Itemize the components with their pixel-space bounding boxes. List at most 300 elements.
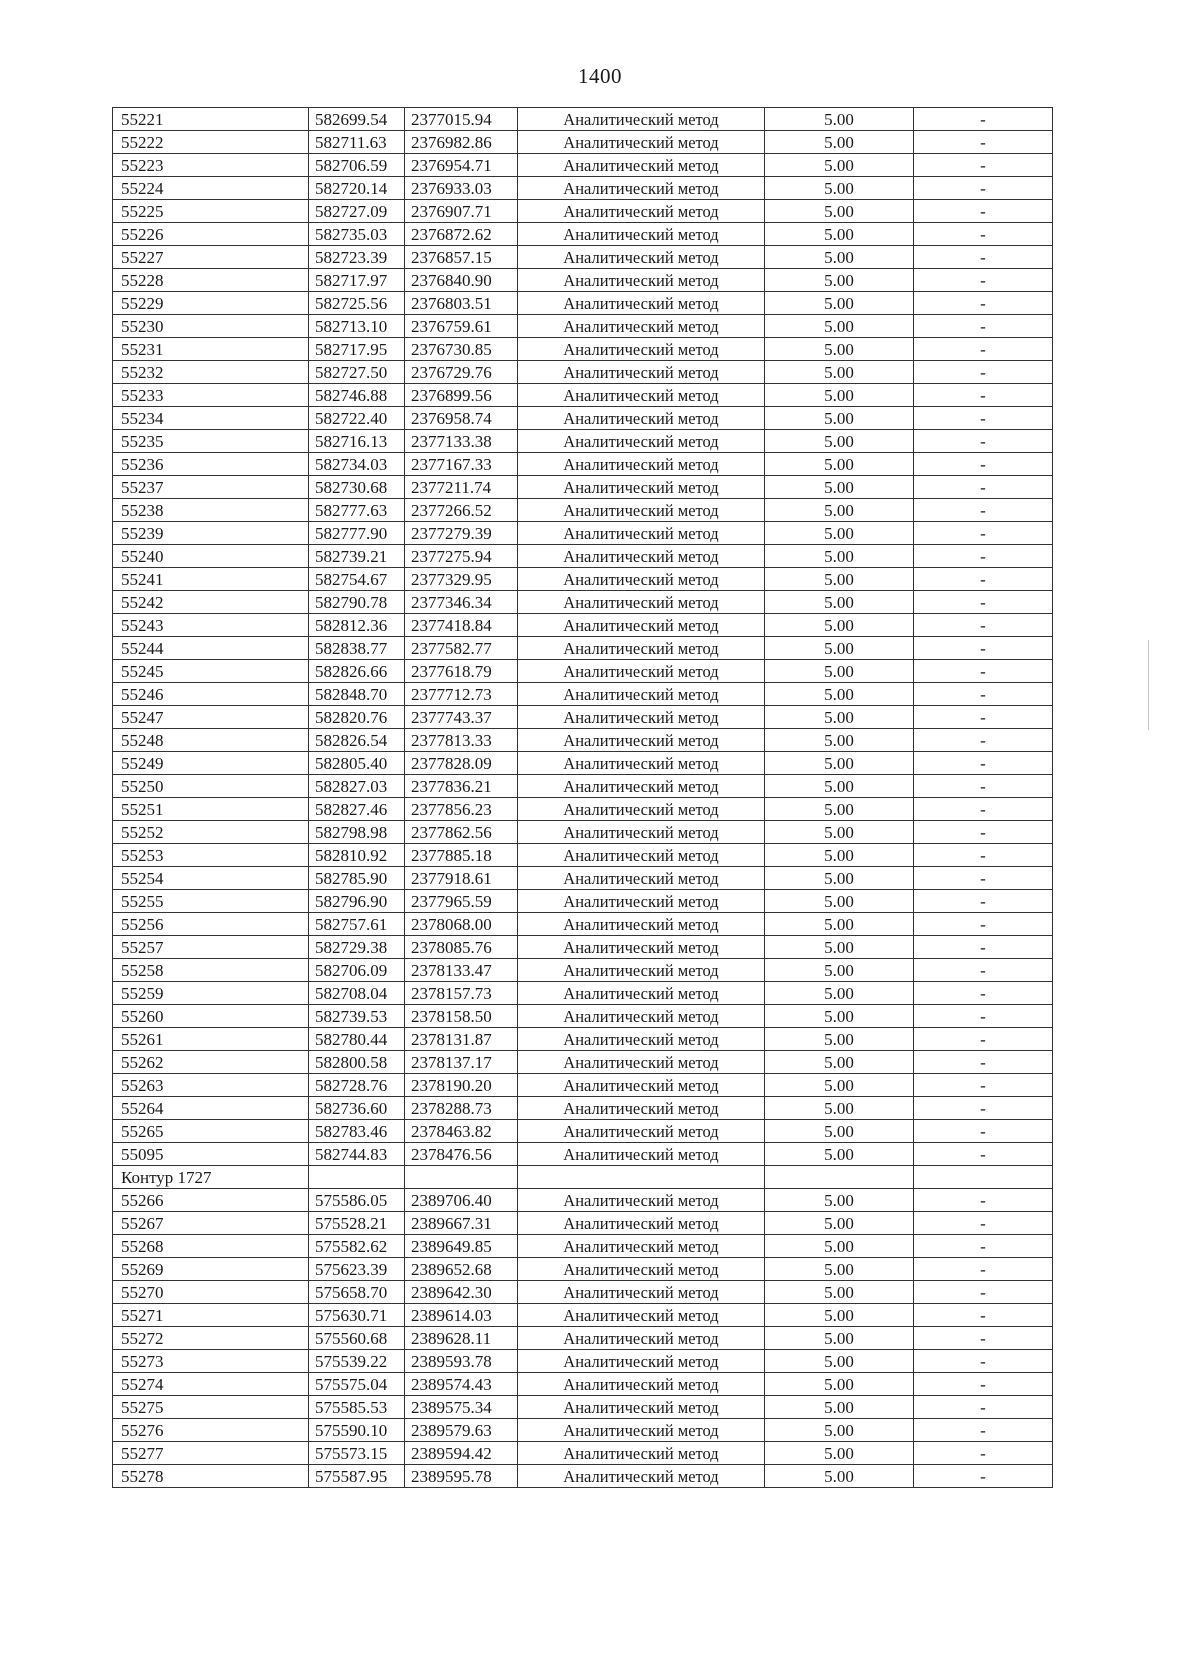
table-row bbox=[113, 1350, 1053, 1373]
note-cell: - bbox=[914, 867, 1053, 890]
point-number-cell: 55231 bbox=[113, 338, 309, 361]
table-row bbox=[113, 545, 1053, 568]
x-coordinate-cell: 582812.36 bbox=[309, 614, 405, 637]
y-coordinate-cell: 2389593.78 bbox=[405, 1350, 518, 1373]
note-cell: - bbox=[914, 798, 1053, 821]
note-cell: - bbox=[914, 384, 1053, 407]
point-number-cell: 55222 bbox=[113, 131, 309, 154]
accuracy-cell: 5.00 bbox=[765, 315, 914, 338]
x-coordinate-cell: 575560.68 bbox=[309, 1327, 405, 1350]
note-cell: - bbox=[914, 637, 1053, 660]
method-cell: Аналитический метод bbox=[518, 1097, 765, 1120]
point-number-cell: 55228 bbox=[113, 269, 309, 292]
method-cell: Аналитический метод bbox=[518, 177, 765, 200]
accuracy-cell: 5.00 bbox=[765, 660, 914, 683]
note-cell: - bbox=[914, 982, 1053, 1005]
point-number-cell: 55270 bbox=[113, 1281, 309, 1304]
table-row bbox=[113, 1120, 1053, 1143]
table-row bbox=[113, 338, 1053, 361]
y-coordinate-cell: 2378476.56 bbox=[405, 1143, 518, 1166]
y-coordinate-cell: 2389642.30 bbox=[405, 1281, 518, 1304]
coordinates-table-body bbox=[113, 108, 1053, 1488]
y-coordinate-cell: 2376982.86 bbox=[405, 131, 518, 154]
point-number-cell: 55248 bbox=[113, 729, 309, 752]
note-cell: - bbox=[914, 1120, 1053, 1143]
y-coordinate-cell: 2376954.71 bbox=[405, 154, 518, 177]
method-cell: Аналитический метод bbox=[518, 844, 765, 867]
table-row bbox=[113, 1419, 1053, 1442]
point-number-cell: 55250 bbox=[113, 775, 309, 798]
accuracy-cell: 5.00 bbox=[765, 913, 914, 936]
point-number-cell: 55276 bbox=[113, 1419, 309, 1442]
table-row bbox=[113, 1327, 1053, 1350]
accuracy-cell: 5.00 bbox=[765, 729, 914, 752]
method-cell: Аналитический метод bbox=[518, 614, 765, 637]
x-coordinate-cell: 575590.10 bbox=[309, 1419, 405, 1442]
method-cell: Аналитический метод bbox=[518, 1373, 765, 1396]
table-row bbox=[113, 430, 1053, 453]
x-coordinate-cell: 582827.03 bbox=[309, 775, 405, 798]
y-coordinate-cell: 2377582.77 bbox=[405, 637, 518, 660]
method-cell: Аналитический метод bbox=[518, 1189, 765, 1212]
point-number-cell: 55243 bbox=[113, 614, 309, 637]
note-cell bbox=[914, 1166, 1053, 1189]
accuracy-cell: 5.00 bbox=[765, 752, 914, 775]
accuracy-cell: 5.00 bbox=[765, 1373, 914, 1396]
x-coordinate-cell: 582734.03 bbox=[309, 453, 405, 476]
accuracy-cell: 5.00 bbox=[765, 936, 914, 959]
point-number-cell: 55266 bbox=[113, 1189, 309, 1212]
method-cell: Аналитический метод bbox=[518, 959, 765, 982]
contour-header-row bbox=[113, 1166, 1053, 1189]
y-coordinate-cell: 2389652.68 bbox=[405, 1258, 518, 1281]
method-cell: Аналитический метод bbox=[518, 729, 765, 752]
y-coordinate-cell: 2389594.42 bbox=[405, 1442, 518, 1465]
x-coordinate-cell: 582723.39 bbox=[309, 246, 405, 269]
x-coordinate-cell: 582722.40 bbox=[309, 407, 405, 430]
y-coordinate-cell: 2377828.09 bbox=[405, 752, 518, 775]
method-cell: Аналитический метод bbox=[518, 1212, 765, 1235]
method-cell: Аналитический метод bbox=[518, 108, 765, 131]
method-cell bbox=[518, 1166, 765, 1189]
method-cell: Аналитический метод bbox=[518, 1442, 765, 1465]
accuracy-cell: 5.00 bbox=[765, 982, 914, 1005]
table-row bbox=[113, 729, 1053, 752]
y-coordinate-cell: 2377418.84 bbox=[405, 614, 518, 637]
point-number-cell: 55277 bbox=[113, 1442, 309, 1465]
accuracy-cell: 5.00 bbox=[765, 361, 914, 384]
y-coordinate-cell: 2377279.39 bbox=[405, 522, 518, 545]
method-cell: Аналитический метод bbox=[518, 752, 765, 775]
note-cell: - bbox=[914, 361, 1053, 384]
table-row bbox=[113, 1235, 1053, 1258]
y-coordinate-cell: 2376857.15 bbox=[405, 246, 518, 269]
y-coordinate-cell: 2376958.74 bbox=[405, 407, 518, 430]
point-number-cell: 55240 bbox=[113, 545, 309, 568]
method-cell: Аналитический метод bbox=[518, 591, 765, 614]
x-coordinate-cell: 582820.76 bbox=[309, 706, 405, 729]
method-cell: Аналитический метод bbox=[518, 223, 765, 246]
y-coordinate-cell: 2378068.00 bbox=[405, 913, 518, 936]
table-row bbox=[113, 660, 1053, 683]
point-number-cell: 55257 bbox=[113, 936, 309, 959]
accuracy-cell: 5.00 bbox=[765, 1396, 914, 1419]
method-cell: Аналитический метод bbox=[518, 269, 765, 292]
x-coordinate-cell: 582729.38 bbox=[309, 936, 405, 959]
x-coordinate-cell: 575539.22 bbox=[309, 1350, 405, 1373]
note-cell: - bbox=[914, 545, 1053, 568]
method-cell: Аналитический метод bbox=[518, 154, 765, 177]
table-row bbox=[113, 1074, 1053, 1097]
x-coordinate-cell: 575623.39 bbox=[309, 1258, 405, 1281]
table-row bbox=[113, 1028, 1053, 1051]
point-number-cell: 55251 bbox=[113, 798, 309, 821]
table-row bbox=[113, 752, 1053, 775]
table-row bbox=[113, 1005, 1053, 1028]
accuracy-cell: 5.00 bbox=[765, 614, 914, 637]
method-cell: Аналитический метод bbox=[518, 1396, 765, 1419]
method-cell: Аналитический метод bbox=[518, 568, 765, 591]
table-row bbox=[113, 200, 1053, 223]
note-cell: - bbox=[914, 1258, 1053, 1281]
x-coordinate-cell: 582785.90 bbox=[309, 867, 405, 890]
point-number-cell: 55233 bbox=[113, 384, 309, 407]
note-cell: - bbox=[914, 407, 1053, 430]
accuracy-cell: 5.00 bbox=[765, 223, 914, 246]
x-coordinate-cell: 575630.71 bbox=[309, 1304, 405, 1327]
note-cell: - bbox=[914, 453, 1053, 476]
note-cell: - bbox=[914, 1396, 1053, 1419]
x-coordinate-cell: 582810.92 bbox=[309, 844, 405, 867]
x-coordinate-cell: 575582.62 bbox=[309, 1235, 405, 1258]
table-row bbox=[113, 867, 1053, 890]
y-coordinate-cell: 2376899.56 bbox=[405, 384, 518, 407]
method-cell: Аналитический метод bbox=[518, 476, 765, 499]
x-coordinate-cell: 582699.54 bbox=[309, 108, 405, 131]
note-cell: - bbox=[914, 591, 1053, 614]
method-cell: Аналитический метод bbox=[518, 867, 765, 890]
note-cell: - bbox=[914, 108, 1053, 131]
accuracy-cell: 5.00 bbox=[765, 384, 914, 407]
y-coordinate-cell: 2377167.33 bbox=[405, 453, 518, 476]
point-number-cell: 55249 bbox=[113, 752, 309, 775]
note-cell: - bbox=[914, 1097, 1053, 1120]
accuracy-cell: 5.00 bbox=[765, 683, 914, 706]
x-coordinate-cell: 582706.09 bbox=[309, 959, 405, 982]
method-cell: Аналитический метод bbox=[518, 1074, 765, 1097]
table-row bbox=[113, 131, 1053, 154]
x-coordinate-cell: 575573.15 bbox=[309, 1442, 405, 1465]
note-cell: - bbox=[914, 1350, 1053, 1373]
point-number-cell: 55261 bbox=[113, 1028, 309, 1051]
method-cell: Аналитический метод bbox=[518, 338, 765, 361]
point-number-cell: 55247 bbox=[113, 706, 309, 729]
table-row bbox=[113, 637, 1053, 660]
table-row bbox=[113, 591, 1053, 614]
accuracy-cell: 5.00 bbox=[765, 200, 914, 223]
y-coordinate-cell: 2376803.51 bbox=[405, 292, 518, 315]
accuracy-cell: 5.00 bbox=[765, 1005, 914, 1028]
scan-artifact-line bbox=[1148, 640, 1149, 730]
y-coordinate-cell: 2376872.62 bbox=[405, 223, 518, 246]
table-row bbox=[113, 315, 1053, 338]
point-number-cell: 55256 bbox=[113, 913, 309, 936]
note-cell: - bbox=[914, 476, 1053, 499]
y-coordinate-cell: 2378133.47 bbox=[405, 959, 518, 982]
note-cell: - bbox=[914, 269, 1053, 292]
x-coordinate-cell: 582706.59 bbox=[309, 154, 405, 177]
method-cell: Аналитический метод bbox=[518, 775, 765, 798]
method-cell: Аналитический метод bbox=[518, 798, 765, 821]
y-coordinate-cell: 2377211.74 bbox=[405, 476, 518, 499]
note-cell: - bbox=[914, 614, 1053, 637]
method-cell: Аналитический метод bbox=[518, 821, 765, 844]
note-cell: - bbox=[914, 1189, 1053, 1212]
table-row bbox=[113, 246, 1053, 269]
method-cell: Аналитический метод bbox=[518, 407, 765, 430]
y-coordinate-cell: 2376907.71 bbox=[405, 200, 518, 223]
y-coordinate-cell: 2389628.11 bbox=[405, 1327, 518, 1350]
note-cell: - bbox=[914, 1419, 1053, 1442]
method-cell: Аналитический метод bbox=[518, 1028, 765, 1051]
table-row bbox=[113, 476, 1053, 499]
table-row bbox=[113, 913, 1053, 936]
table-row bbox=[113, 890, 1053, 913]
x-coordinate-cell: 582735.03 bbox=[309, 223, 405, 246]
accuracy-cell: 5.00 bbox=[765, 1189, 914, 1212]
y-coordinate-cell: 2389614.03 bbox=[405, 1304, 518, 1327]
accuracy-cell: 5.00 bbox=[765, 499, 914, 522]
x-coordinate-cell: 582739.53 bbox=[309, 1005, 405, 1028]
point-number-cell: 55236 bbox=[113, 453, 309, 476]
x-coordinate-cell: 582744.83 bbox=[309, 1143, 405, 1166]
note-cell: - bbox=[914, 1235, 1053, 1258]
table-row bbox=[113, 936, 1053, 959]
note-cell: - bbox=[914, 315, 1053, 338]
x-coordinate-cell: 582739.21 bbox=[309, 545, 405, 568]
point-number-cell: 55238 bbox=[113, 499, 309, 522]
x-coordinate-cell: 575587.95 bbox=[309, 1465, 405, 1488]
method-cell: Аналитический метод bbox=[518, 890, 765, 913]
y-coordinate-cell: 2377862.56 bbox=[405, 821, 518, 844]
table-row bbox=[113, 1281, 1053, 1304]
y-coordinate-cell: 2378085.76 bbox=[405, 936, 518, 959]
x-coordinate-cell: 582711.63 bbox=[309, 131, 405, 154]
x-coordinate-cell: 575658.70 bbox=[309, 1281, 405, 1304]
x-coordinate-cell: 582780.44 bbox=[309, 1028, 405, 1051]
table-row bbox=[113, 108, 1053, 131]
accuracy-cell: 5.00 bbox=[765, 637, 914, 660]
x-coordinate-cell: 582727.09 bbox=[309, 200, 405, 223]
accuracy-cell: 5.00 bbox=[765, 453, 914, 476]
accuracy-cell: 5.00 bbox=[765, 1028, 914, 1051]
accuracy-cell: 5.00 bbox=[765, 867, 914, 890]
y-coordinate-cell: 2378137.17 bbox=[405, 1051, 518, 1074]
accuracy-cell: 5.00 bbox=[765, 1051, 914, 1074]
point-number-cell: 55260 bbox=[113, 1005, 309, 1028]
note-cell: - bbox=[914, 177, 1053, 200]
x-coordinate-cell: 582713.10 bbox=[309, 315, 405, 338]
y-coordinate-cell: 2389649.85 bbox=[405, 1235, 518, 1258]
y-coordinate-cell: 2389579.63 bbox=[405, 1419, 518, 1442]
y-coordinate-cell: 2376730.85 bbox=[405, 338, 518, 361]
accuracy-cell: 5.00 bbox=[765, 1258, 914, 1281]
point-number-cell: 55278 bbox=[113, 1465, 309, 1488]
note-cell: - bbox=[914, 499, 1053, 522]
point-number-cell: 55267 bbox=[113, 1212, 309, 1235]
method-cell: Аналитический метод bbox=[518, 246, 765, 269]
method-cell: Аналитический метод bbox=[518, 637, 765, 660]
y-coordinate-cell bbox=[405, 1166, 518, 1189]
point-number-cell: 55229 bbox=[113, 292, 309, 315]
x-coordinate-cell: 582790.78 bbox=[309, 591, 405, 614]
table-row bbox=[113, 1051, 1053, 1074]
table-row bbox=[113, 177, 1053, 200]
point-number-cell: 55221 bbox=[113, 108, 309, 131]
table-row bbox=[113, 775, 1053, 798]
point-number-cell: 55262 bbox=[113, 1051, 309, 1074]
accuracy-cell: 5.00 bbox=[765, 338, 914, 361]
accuracy-cell: 5.00 bbox=[765, 131, 914, 154]
note-cell: - bbox=[914, 522, 1053, 545]
table-row bbox=[113, 1442, 1053, 1465]
method-cell: Аналитический метод bbox=[518, 200, 765, 223]
table-row bbox=[113, 292, 1053, 315]
note-cell: - bbox=[914, 729, 1053, 752]
accuracy-cell: 5.00 bbox=[765, 269, 914, 292]
accuracy-cell: 5.00 bbox=[765, 1143, 914, 1166]
note-cell: - bbox=[914, 660, 1053, 683]
method-cell: Аналитический метод bbox=[518, 1143, 765, 1166]
y-coordinate-cell: 2378190.20 bbox=[405, 1074, 518, 1097]
table-row bbox=[113, 269, 1053, 292]
x-coordinate-cell: 582716.13 bbox=[309, 430, 405, 453]
note-cell: - bbox=[914, 154, 1053, 177]
method-cell: Аналитический метод bbox=[518, 660, 765, 683]
accuracy-cell: 5.00 bbox=[765, 798, 914, 821]
table-row bbox=[113, 1258, 1053, 1281]
y-coordinate-cell: 2377133.38 bbox=[405, 430, 518, 453]
x-coordinate-cell: 582827.46 bbox=[309, 798, 405, 821]
point-number-cell: 55253 bbox=[113, 844, 309, 867]
x-coordinate-cell: 582736.60 bbox=[309, 1097, 405, 1120]
table-row bbox=[113, 683, 1053, 706]
method-cell: Аналитический метод bbox=[518, 361, 765, 384]
note-cell: - bbox=[914, 223, 1053, 246]
x-coordinate-cell: 575575.04 bbox=[309, 1373, 405, 1396]
point-number-cell: 55227 bbox=[113, 246, 309, 269]
accuracy-cell: 5.00 bbox=[765, 1074, 914, 1097]
point-number-cell: 55246 bbox=[113, 683, 309, 706]
table-row bbox=[113, 223, 1053, 246]
accuracy-cell: 5.00 bbox=[765, 522, 914, 545]
y-coordinate-cell: 2378158.50 bbox=[405, 1005, 518, 1028]
point-number-cell: 55273 bbox=[113, 1350, 309, 1373]
point-number-cell: 55244 bbox=[113, 637, 309, 660]
y-coordinate-cell: 2377743.37 bbox=[405, 706, 518, 729]
y-coordinate-cell: 2377836.21 bbox=[405, 775, 518, 798]
note-cell: - bbox=[914, 913, 1053, 936]
table-row bbox=[113, 1143, 1053, 1166]
note-cell: - bbox=[914, 1074, 1053, 1097]
x-coordinate-cell: 582746.88 bbox=[309, 384, 405, 407]
method-cell: Аналитический метод bbox=[518, 1419, 765, 1442]
accuracy-cell: 5.00 bbox=[765, 591, 914, 614]
y-coordinate-cell: 2378157.73 bbox=[405, 982, 518, 1005]
accuracy-cell: 5.00 bbox=[765, 890, 914, 913]
coordinates-table bbox=[112, 107, 1053, 1488]
point-number-cell: 55235 bbox=[113, 430, 309, 453]
point-number-cell: 55095 bbox=[113, 1143, 309, 1166]
table-row bbox=[113, 568, 1053, 591]
point-number-cell: 55232 bbox=[113, 361, 309, 384]
table-row bbox=[113, 821, 1053, 844]
point-number-cell: 55234 bbox=[113, 407, 309, 430]
x-coordinate-cell: 582805.40 bbox=[309, 752, 405, 775]
point-number-cell: 55274 bbox=[113, 1373, 309, 1396]
note-cell: - bbox=[914, 1465, 1053, 1488]
accuracy-cell: 5.00 bbox=[765, 959, 914, 982]
method-cell: Аналитический метод bbox=[518, 430, 765, 453]
x-coordinate-cell: 582728.76 bbox=[309, 1074, 405, 1097]
note-cell: - bbox=[914, 1373, 1053, 1396]
accuracy-cell: 5.00 bbox=[765, 844, 914, 867]
y-coordinate-cell: 2377712.73 bbox=[405, 683, 518, 706]
x-coordinate-cell: 582783.46 bbox=[309, 1120, 405, 1143]
x-coordinate-cell: 582777.63 bbox=[309, 499, 405, 522]
accuracy-cell: 5.00 bbox=[765, 1465, 914, 1488]
table-row bbox=[113, 982, 1053, 1005]
point-number-cell: 55263 bbox=[113, 1074, 309, 1097]
x-coordinate-cell: 582708.04 bbox=[309, 982, 405, 1005]
x-coordinate-cell: 582725.56 bbox=[309, 292, 405, 315]
y-coordinate-cell: 2389595.78 bbox=[405, 1465, 518, 1488]
point-number-cell: 55275 bbox=[113, 1396, 309, 1419]
table-row bbox=[113, 522, 1053, 545]
y-coordinate-cell: 2377329.95 bbox=[405, 568, 518, 591]
note-cell: - bbox=[914, 430, 1053, 453]
method-cell: Аналитический метод bbox=[518, 683, 765, 706]
table-row bbox=[113, 499, 1053, 522]
method-cell: Аналитический метод bbox=[518, 1281, 765, 1304]
note-cell: - bbox=[914, 752, 1053, 775]
note-cell: - bbox=[914, 1005, 1053, 1028]
note-cell: - bbox=[914, 1281, 1053, 1304]
method-cell: Аналитический метод bbox=[518, 1005, 765, 1028]
y-coordinate-cell: 2376759.61 bbox=[405, 315, 518, 338]
accuracy-cell: 5.00 bbox=[765, 1120, 914, 1143]
table-row bbox=[113, 1373, 1053, 1396]
point-number-cell: 55230 bbox=[113, 315, 309, 338]
method-cell: Аналитический метод bbox=[518, 706, 765, 729]
accuracy-cell: 5.00 bbox=[765, 1097, 914, 1120]
accuracy-cell: 5.00 bbox=[765, 1419, 914, 1442]
method-cell: Аналитический метод bbox=[518, 292, 765, 315]
accuracy-cell: 5.00 bbox=[765, 407, 914, 430]
x-coordinate-cell: 575528.21 bbox=[309, 1212, 405, 1235]
point-number-cell: 55224 bbox=[113, 177, 309, 200]
point-number-cell: 55223 bbox=[113, 154, 309, 177]
accuracy-cell: 5.00 bbox=[765, 1327, 914, 1350]
y-coordinate-cell: 2389706.40 bbox=[405, 1189, 518, 1212]
note-cell: - bbox=[914, 1051, 1053, 1074]
method-cell: Аналитический метод bbox=[518, 131, 765, 154]
method-cell: Аналитический метод bbox=[518, 1350, 765, 1373]
note-cell: - bbox=[914, 775, 1053, 798]
x-coordinate-cell: 575585.53 bbox=[309, 1396, 405, 1419]
accuracy-cell: 5.00 bbox=[765, 821, 914, 844]
y-coordinate-cell: 2389575.34 bbox=[405, 1396, 518, 1419]
